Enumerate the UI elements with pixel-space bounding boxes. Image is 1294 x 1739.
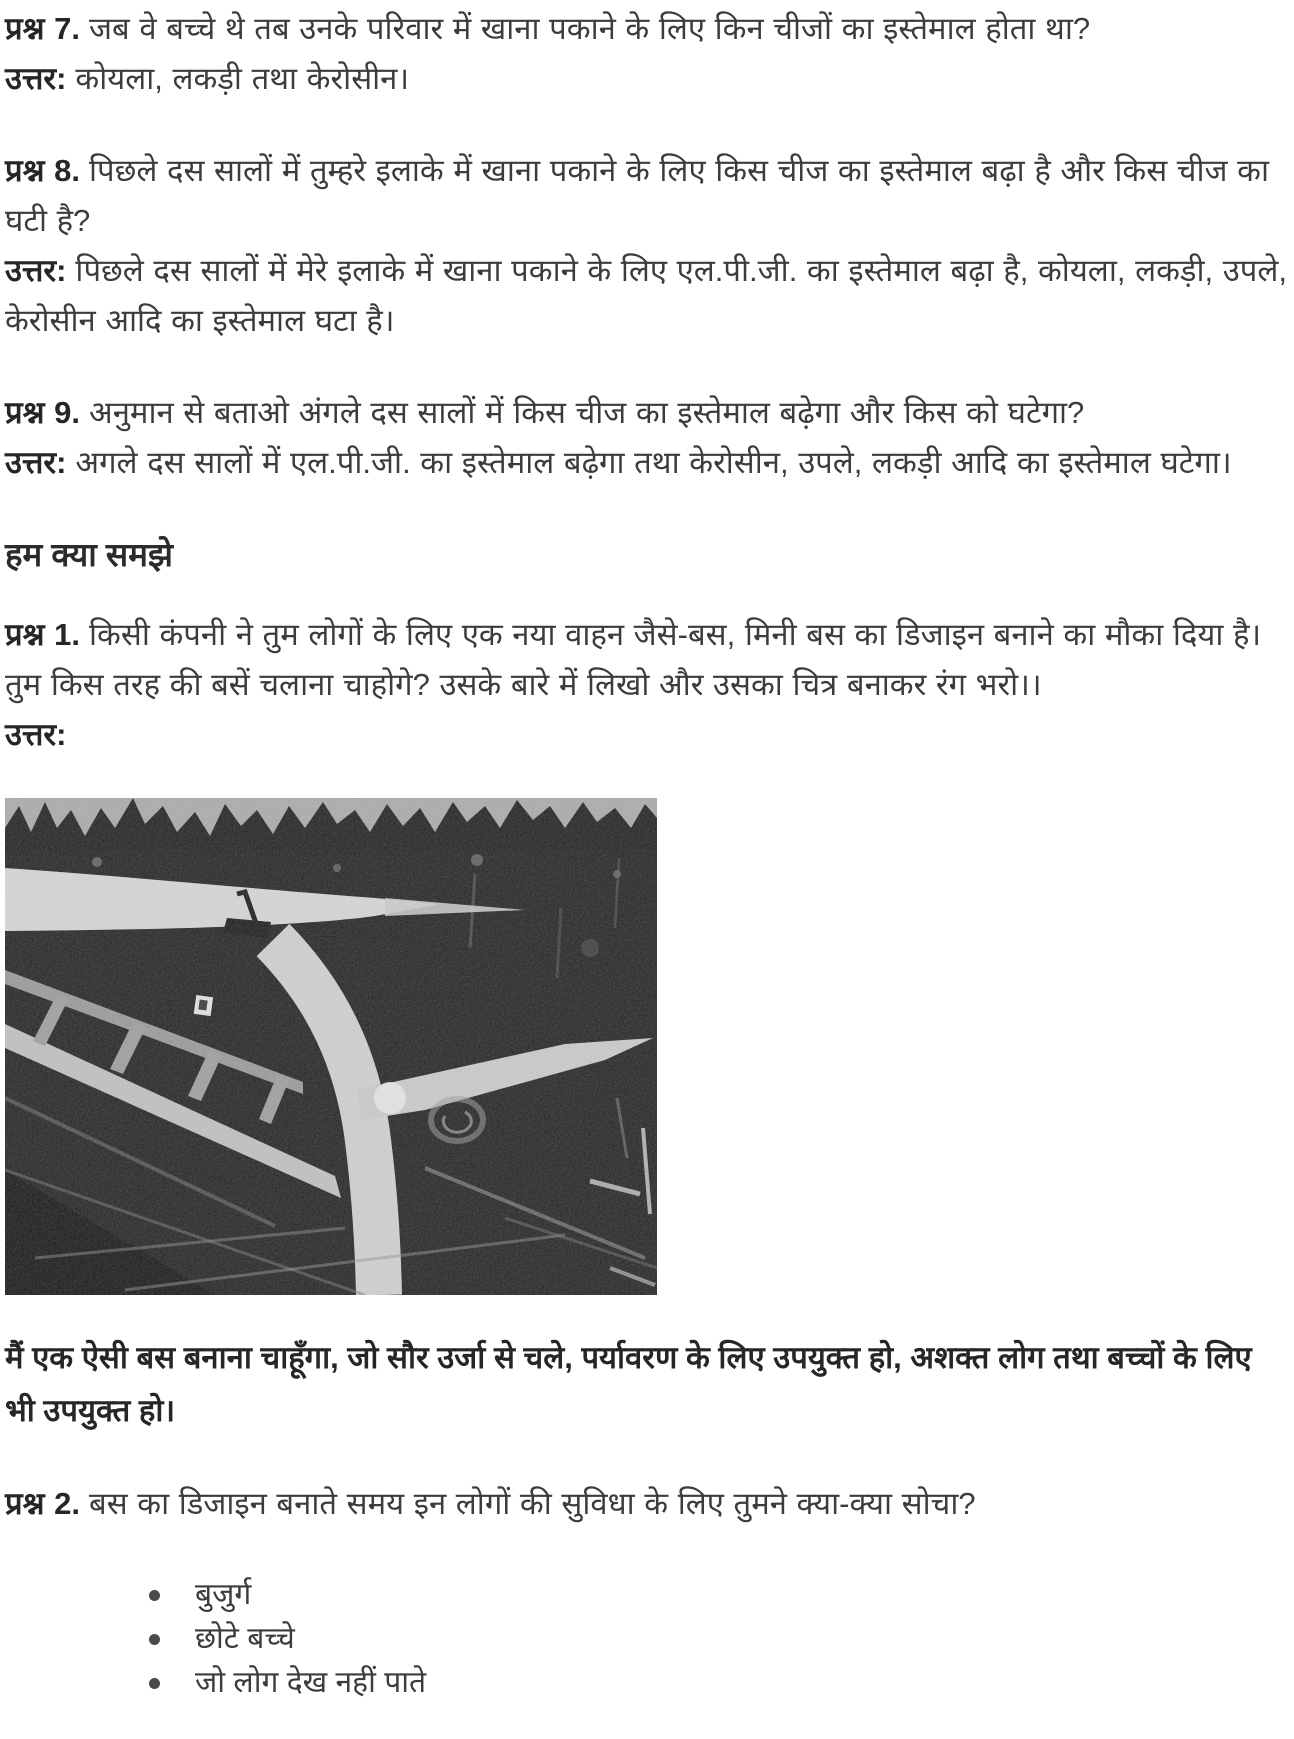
answer-9-text: अगले दस सालों में एल.पी.जी. का इस्तेमाल बढ़ेगा तथा केरोसीन, उपले, लकड़ी आदि का इस्तेमाल घटेगा।: [75, 445, 1232, 480]
answer-7-text: कोयला, लकड़ी तथा केरोसीन।: [75, 61, 410, 96]
question-7: [5, 4, 1288, 54]
question-9: [5, 388, 1288, 438]
bus-photo-illustration: [5, 798, 657, 1295]
answer-1-label-line: [5, 710, 1288, 760]
bullet-icon: [149, 1634, 160, 1645]
qa-block-9: [5, 388, 1288, 488]
question-2-text: बस का डिजाइन बनाते समय इन लोगों की सुविधा के लिए तुमने क्या-क्या सोचा?: [89, 1486, 976, 1521]
question-9-text: अनुमान से बताओ अंगले दस सालों में किस चीज का इस्तेमाल बढ़ेगा और किस को घटेगा?: [89, 395, 1085, 430]
bus-photo: [5, 798, 657, 1295]
answer-8-label: उत्तर:: [5, 253, 67, 288]
list-item-text: बुजुर्ग: [195, 1578, 252, 1611]
consideration-list: [5, 1573, 1288, 1705]
answer-9-label: उत्तर:: [5, 445, 67, 480]
question-2: [5, 1479, 1288, 1529]
answer-9: [5, 438, 1288, 488]
qa-block-8: [5, 146, 1288, 346]
list-item-text: छोटे बच्चे: [195, 1622, 295, 1655]
question-7-label: प्रश्न 7.: [5, 11, 81, 46]
section-heading: हम क्या समझे: [5, 536, 173, 573]
answer-8: [5, 246, 1288, 346]
question-1-text: किसी कंपनी ने तुम लोगों के लिए एक नया वाहन जैसे-बस, मिनी बस का डिजाइन बनाने का मौका दिया है। तुम किस तरह की बसें चलाना चाहोगे? उसके बारे में लिखो और उसका चित्र बनाकर रंग भरो।।: [5, 617, 1262, 702]
question-8-label: प्रश्न 8.: [5, 153, 81, 188]
question-8: [5, 146, 1288, 246]
answer-7: [5, 54, 1288, 104]
qa-block-7: [5, 4, 1288, 104]
question-9-label: प्रश्न 9.: [5, 395, 81, 430]
qa-block-1: [5, 610, 1288, 1437]
question-7-text: जब वे बच्चे थे तब उनके परिवार में खाना पकाने के लिए किन चीजों का इस्तेमाल होता था?: [89, 11, 1091, 46]
answer-1-text: मैं एक ऐसी बस बनाना चाहूँगा, जो सौर उर्जा से चले, पर्यावरण के लिए उपयुक्त हो, अशक्त लोग तथा बच्चों के लिए भी उपयुक्त हो।: [5, 1340, 1252, 1428]
list-item: [145, 1661, 1288, 1705]
question-2-label: प्रश्न 2.: [5, 1486, 81, 1521]
answer-1-label: उत्तर:: [5, 717, 67, 752]
question-8-text: पिछले दस सालों में तुम्हरे इलाके में खाना पकाने के लिए किस चीज का इस्तेमाल बढ़ा है और किस चीज का घटी है?: [5, 153, 1269, 238]
answer-8-text: पिछले दस सालों में मेरे इलाके में खाना पकाने के लिए एल.पी.जी. का इस्तेमाल बढ़ा है, कोयला, लकड़ी, उपले, केरोसीन आदि का इस्तेमाल घटा है।: [5, 253, 1287, 338]
question-1-label: प्रश्न 1.: [5, 617, 81, 652]
list-item: [145, 1573, 1288, 1617]
answer-7-label: उत्तर:: [5, 61, 67, 96]
bullet-icon: [149, 1678, 160, 1689]
qa-block-2: [5, 1479, 1288, 1705]
list-item-text: जो लोग देख नहीं पाते: [195, 1666, 427, 1699]
bullet-icon: [149, 1590, 160, 1601]
question-1: [5, 610, 1288, 710]
list-item: [145, 1617, 1288, 1661]
